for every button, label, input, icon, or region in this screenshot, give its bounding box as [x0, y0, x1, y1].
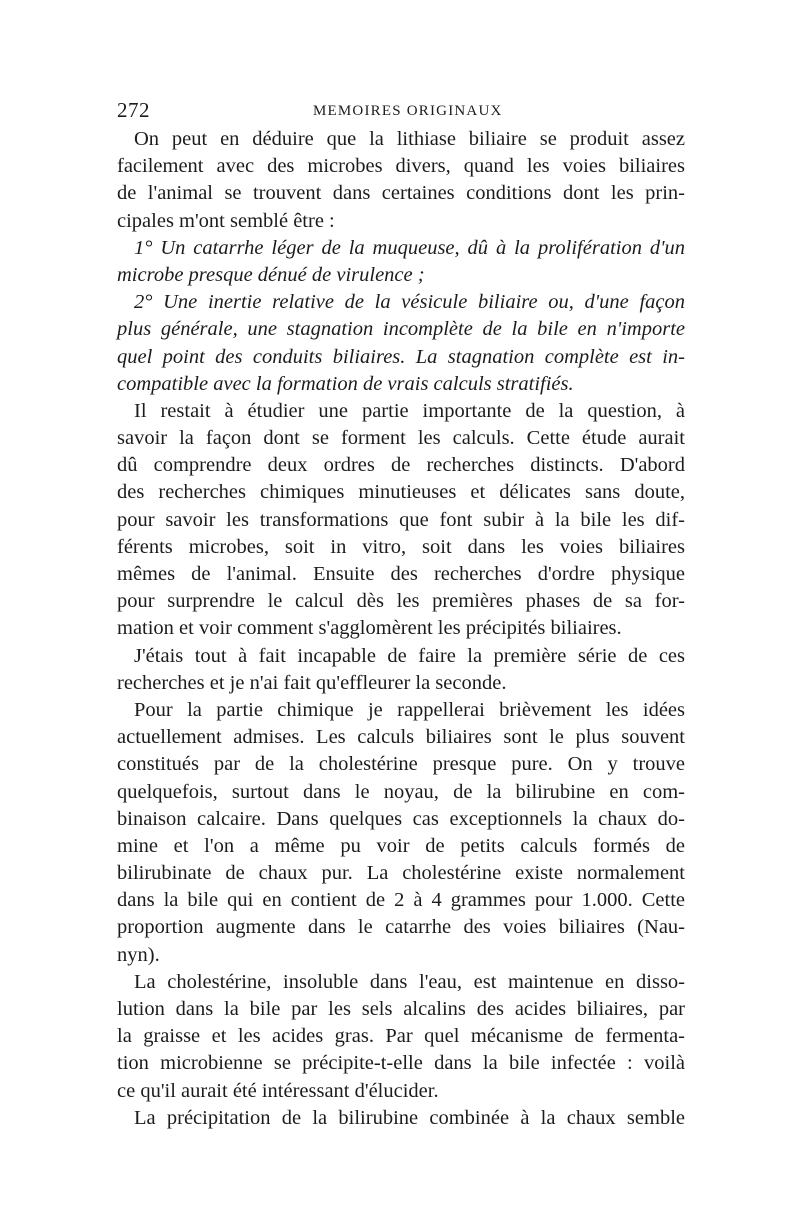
text-line: mation et voir comment s'agglomèrent les précipités biliaires.: [117, 617, 622, 640]
text-line: J'étais tout à fait incapable de faire la première série de ces: [134, 644, 685, 667]
text-line: compatible avec la formation de vrais calculs stratifiés.: [117, 372, 574, 395]
text-line: Pour la partie chimique je rappellerai brièvement les idées: [134, 698, 685, 721]
text-line: de l'animal se trouvent dans certaines conditions dont les prin-: [117, 182, 685, 205]
text-line: férents microbes, soit in vitro, soit dans les voies biliaires: [117, 535, 685, 558]
text-line: des recherches chimiques minutieuses et délicates sans doute,: [117, 481, 685, 504]
text-line: facilement avec des microbes divers, quand les voies biliaires: [117, 155, 685, 178]
text-line: dû comprendre deux ordres de recherches distincts. D'abord: [117, 454, 685, 477]
text-line: constitués par de la cholestérine presque pure. On y trouve: [117, 753, 685, 776]
text-line: actuellement admises. Les calculs biliaires sont le plus souvent: [117, 726, 685, 749]
text-line: cipales m'ont semblé être :: [117, 209, 335, 232]
text-line: microbe presque dénué de virulence ;: [117, 263, 425, 286]
text-line: 2° Une inertie relative de la vésicule biliaire ou, d'une façon: [134, 291, 685, 314]
text-line: binaison calcaire. Dans quelques cas exceptionnels la chaux do-: [117, 807, 685, 830]
text-line: quelquefois, surtout dans le noyau, de la bilirubine en com-: [117, 780, 685, 803]
text-line: plus générale, une stagnation incomplète de la bile en n'importe: [117, 318, 685, 341]
text-line: mine et l'on a même pu voir de petits calculs formés de: [117, 834, 685, 857]
text-line: La précipitation de la bilirubine combinée à la chaux semble: [134, 1106, 685, 1129]
text-line: Il restait à étudier une partie importante de la question, à: [134, 399, 685, 422]
text-line: quel point des conduits biliaires. La stagnation complète est in-: [117, 345, 685, 368]
page-header: [117, 98, 687, 126]
running-title: MEMOIRES ORIGINAUX: [313, 103, 503, 119]
text-line: recherches et je n'ai fait qu'effleurer la seconde.: [117, 671, 507, 694]
text-line: savoir la façon dont se forment les calculs. Cette étude aurait: [117, 427, 685, 450]
text-line: dans la bile qui en contient de 2 à 4 grammes pour 1.000. Cette: [117, 889, 685, 912]
text-line: On peut en déduire que la lithiase biliaire se produit assez: [134, 128, 685, 150]
text-line: ce qu'il aurait été intéressant d'élucider.: [117, 1079, 439, 1102]
text-line: la graisse et les acides gras. Par quel mécanisme de fermenta-: [117, 1025, 685, 1048]
text-line: pour savoir les transformations que font subir à la bile les dif-: [117, 508, 685, 531]
text-line: tion microbienne se précipite-t-elle dans la bile infectée : voilà: [117, 1052, 685, 1075]
text-line: mêmes de l'animal. Ensuite des recherches d'ordre physique: [117, 563, 685, 585]
text-line: pour surprendre le calcul dès les premières phases de sa for-: [117, 590, 685, 613]
text-line: La cholestérine, insoluble dans l'eau, est maintenue en disso-: [134, 970, 685, 993]
page-number: 272: [117, 98, 150, 122]
text-line: lution dans la bile par les sels alcalins des acides biliaires, par: [117, 998, 685, 1020]
text-line: proportion augmente dans le catarrhe des voies biliaires (Nau-: [117, 916, 685, 939]
text-line: bilirubinate de chaux pur. La cholestérine existe normalement: [117, 862, 685, 885]
body-text: [117, 126, 685, 1132]
text-line: 1° Un catarrhe léger de la muqueuse, dû à la prolifération d'un: [134, 236, 685, 259]
text-line: nyn).: [117, 943, 160, 966]
